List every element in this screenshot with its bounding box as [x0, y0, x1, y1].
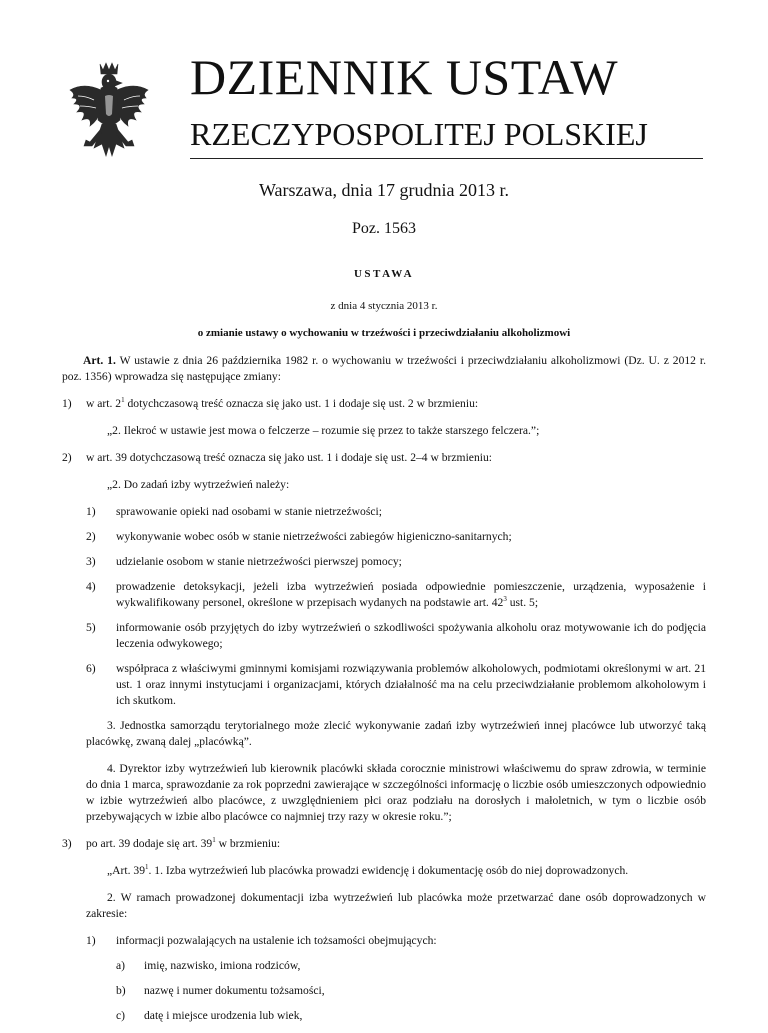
list-item — [62, 504, 706, 520]
superscript: 1 — [212, 836, 216, 845]
list-text: wykonywanie wobec osób w stanie nietrzeźwości zabiegów higieniczno-sanitarnych; — [116, 530, 512, 543]
superscript: 1 — [145, 863, 149, 872]
item-text: w art. 39 dotychczasową treść oznacza się jako ust. 1 i dodaje się ust. 2–4 w brzmieniu: — [86, 451, 492, 464]
position-number: Poz. 1563 — [352, 220, 416, 237]
list-text: ust. 5; — [506, 596, 539, 609]
list-number: 4) — [86, 580, 96, 593]
quoted-provision: 3. Jednostka samorządu terytorialnego może zlecić wykonywanie zadań izby wytrzeźwień innej placówce lub utworzyć taką placówkę, zwaną dalej „placówką”. — [86, 719, 706, 748]
sublist-text: imię, nazwisko, imiona rodziców, — [144, 959, 301, 972]
list-text: prowadzenie detoksykacji, jeżeli izba wytrzeźwień posiada odpowiednie pomieszczenie, urządzenia, wyposażenie i wykwalifikowany personel, określone w przepisach wydanych na podstawie art. 42 — [116, 580, 706, 609]
item-text: po art. 39 dodaje się art. 39 — [86, 837, 213, 850]
sublist-item — [62, 983, 706, 999]
list-text: sprawowanie opieki nad osobami w stanie nietrzeźwości; — [116, 505, 382, 518]
item-number: 1) — [62, 397, 72, 410]
act-kind: USTAWA — [353, 268, 415, 280]
list-item — [62, 620, 706, 652]
list-number: 1) — [86, 505, 96, 518]
sublist-text: datę i miejsce urodzenia lub wiek, — [144, 1009, 303, 1022]
item-number: 3) — [62, 837, 72, 850]
quoted-provision: 2. W ramach prowadzonej dokumentacji izba wytrzeźwień lub placówka może przetwarzać dane osób doprowadzonych w zakresie: — [86, 891, 706, 920]
list-item — [62, 661, 706, 709]
list-text: informacji pozwalających na ustalenie ich tożsamości obejmujących: — [116, 934, 437, 947]
sublist-item — [62, 958, 706, 974]
amendment-item-3 — [62, 836, 706, 852]
quoted-provision: „2. Do zadań izby wytrzeźwień należy: — [107, 478, 290, 491]
article-1-label: Art. 1. — [83, 354, 116, 367]
list-number: 1) — [86, 934, 96, 947]
list-number: 5) — [86, 621, 96, 634]
list-text: udzielanie osobom w stanie nietrzeźwości pierwszej pomocy; — [116, 555, 402, 568]
superscript: 1 — [121, 396, 125, 405]
quoted-provision: 4. Dyrektor izby wytrzeźwień lub kierownik placówki składa corocznie ministrowi właściwemu do spraw zdrowia, w terminie do dnia 1 marca, sprawozdanie za rok poprzedni zawierające w szczególności informację o liczbie osób umieszczonych odpowiednio w izbie wytrzeźwień albo placówce, z uwzględnieniem płci oraz podziału na dorosłych i małoletnich, w tym o liczbie osób przebywających w izbie albo placówce co najmniej trzy razy w okresie roku.”; — [86, 762, 706, 823]
article-1 — [62, 353, 706, 385]
act-subject: o zmianie ustawy o wychowaniu w trzeźwości i przeciwdziałaniu alkoholizmowi — [197, 327, 571, 339]
sublist-letter: a) — [116, 959, 126, 972]
list-item — [62, 529, 706, 545]
list-item — [62, 579, 706, 611]
quoted-provision: „2. Ilekroć w ustawie jest mowa o felczerze – rozumie się przez to także starszego felczera.”; — [107, 424, 540, 437]
polish-eagle-emblem-icon — [64, 60, 154, 172]
amendment-item-1 — [62, 396, 706, 412]
quoted-provision — [62, 863, 706, 879]
list-item — [62, 554, 706, 570]
list-number: 3) — [86, 555, 96, 568]
sublist-letter: b) — [116, 984, 126, 997]
item-text: dotychczasową treść oznacza się jako ust. 1 i dodaje się ust. 2 w brzmieniu: — [124, 397, 479, 410]
item-text: w art. 2 — [86, 397, 122, 410]
list-number: 2) — [86, 530, 96, 543]
amendment-item-2 — [62, 450, 706, 466]
sublist-letter: c) — [116, 1009, 126, 1022]
quote-text: . 1. Izba wytrzeźwień lub placówka prowadzi ewidencję i dokumentację osób do niej doprowadzonych. — [148, 864, 629, 877]
journal-subtitle: RZECZYPOSPOLITEJ POLSKIEJ — [190, 116, 648, 152]
list-text: informowanie osób przyjętych do izby wytrzeźwień o szkodliwości spożywania alkoholu oraz motywowanie ich do podjęcia leczenia odwykowego; — [116, 621, 706, 650]
superscript: 3 — [503, 595, 507, 604]
sublist-item — [62, 1008, 706, 1024]
publication-date: Warszawa, dnia 17 grudnia 2013 r. — [259, 180, 509, 200]
journal-title: DZIENNIK USTAW — [190, 49, 619, 105]
act-body — [62, 353, 706, 1033]
list-text: współpraca z właściwymi gminnymi komisjami rozwiązywania problemów alkoholowych, podmiotami określonymi w art. 21 ust. 1 oraz innymi instytucjami i organizacjami, których działalność ma na celu przeciwdziałanie problemom alkoholowym i ich skutkom. — [116, 662, 706, 707]
header-divider — [190, 158, 703, 159]
article-1-text: W ustawie z dnia 26 października 1982 r. o wychowaniu w trzeźwości i przeciwdziałaniu alkoholizmowi (Dz. U. z 2012 r. poz. 1356) wprowadza się następujące zmiany: — [62, 354, 706, 383]
item-number: 2) — [62, 451, 72, 464]
act-date: z dnia 4 stycznia 2013 r. — [330, 300, 438, 312]
list-item — [62, 933, 706, 949]
list-number: 6) — [86, 662, 96, 675]
quote-text: „Art. 39 — [107, 864, 145, 877]
item-text: w brzmieniu: — [215, 837, 281, 850]
sublist-text: nazwę i numer dokumentu tożsamości, — [144, 984, 325, 997]
